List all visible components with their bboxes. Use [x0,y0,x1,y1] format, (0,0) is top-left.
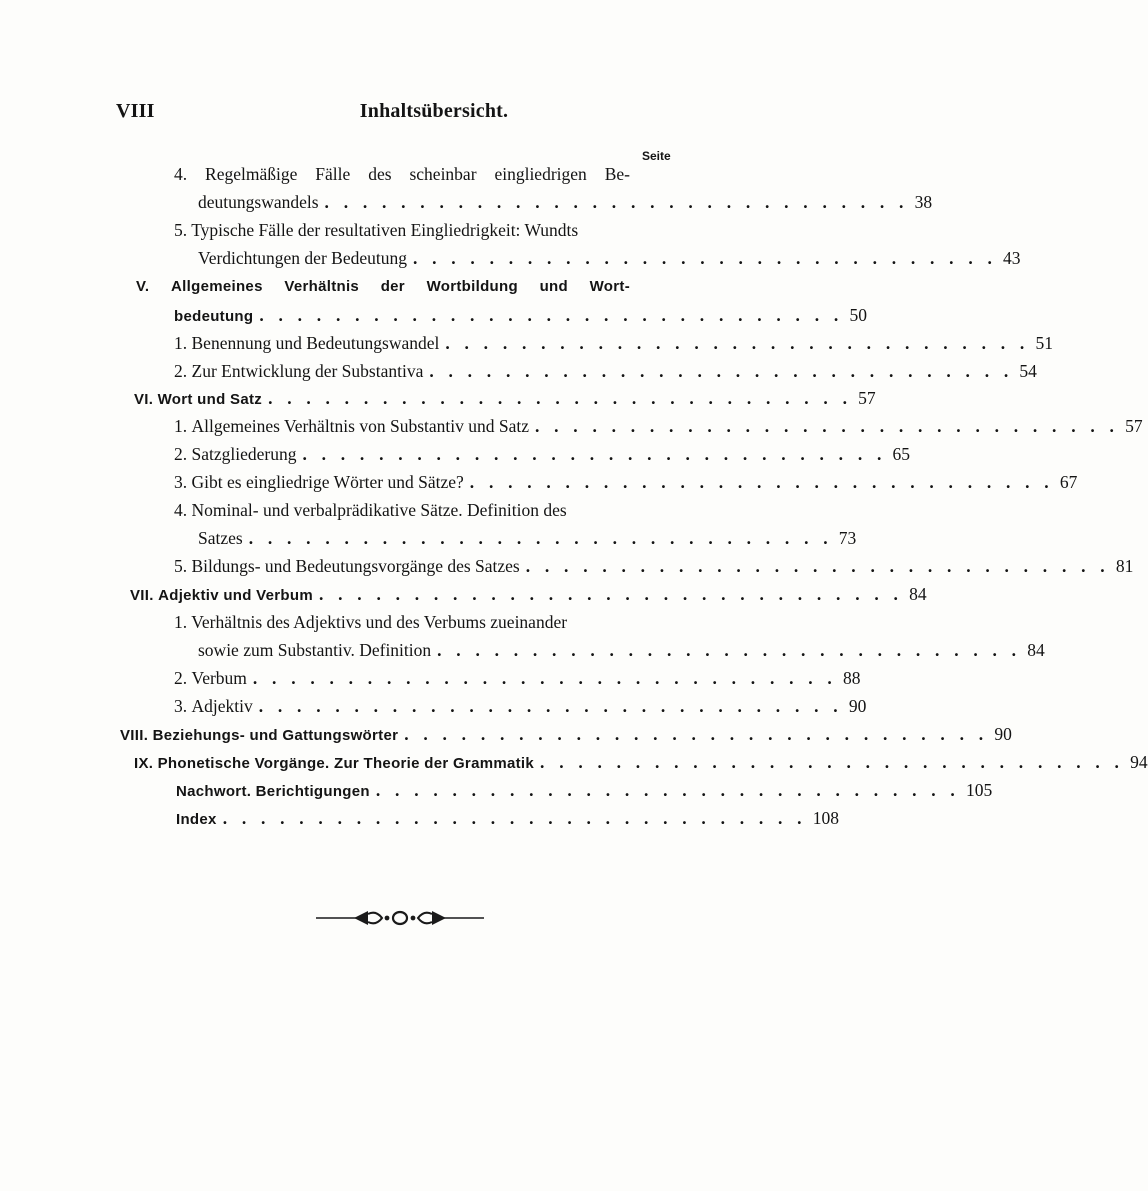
entry-word: Fälle [315,164,351,184]
dot-leader: . . . . . . . . . . . . . . . . . . . . . . . . . . . . . . . [535,416,1120,436]
entry-page: 67 [1059,472,1078,492]
seite-label: Seite [642,149,671,163]
entry-page: 84 [909,584,927,604]
dot-leader: . . . . . . . . . . . . . . . . . . . . . . . . . . . . . . . [259,305,844,325]
dot-leader: . . . . . . . . . . . . . . . . . . . . . . . . . . . . . . . [437,640,1022,660]
chapter-title: Phonetische Vorgänge. Zur Theorie der Grammatik [157,755,535,772]
toc-chapter-IX [134,748,1148,776]
entry-number: 2. [174,361,188,381]
entry-page: 50 [849,305,867,325]
toc-entry-4-line1 [174,160,630,188]
toc-chapter-V-line2 [174,301,867,329]
chapter-title: Beziehungs- und Gattungswörter [152,727,399,744]
toc-entry-nachwort [176,776,993,804]
toc-entry-VII-3 [174,692,867,720]
entry-title: Zur Entwicklung der Substantiva [191,361,424,381]
entry-title: Adjektiv [191,696,253,716]
dot-leader: . . . . . . . . . . . . . . . . . . . . . . . . . . . . . . . [248,528,833,548]
toc-entry-V-1 [174,329,1053,357]
dot-leader: . . . . . . . . . . . . . . . . . . . . . . . . . . . . . . . [252,668,837,688]
entry-title: Bildungs- und Bedeutungsvorgänge des Satzes [191,556,520,576]
entry-title: Benennung und Bedeutungswandel [191,333,440,353]
entry-title: Gibt es eingliedrige Wörter und Sätze? [191,472,464,492]
entry-title: Index [176,811,217,828]
dot-leader: . . . . . . . . . . . . . . . . . . . . . . . . . . . . . . . [375,780,960,800]
chapter-word: und [539,278,568,295]
entry-title: sowie zum Substantiv. Definition [198,640,432,660]
dot-leader: . . . . . . . . . . . . . . . . . . . . . . . . . . . . . . . [319,584,904,604]
chapter-word: Wort- [589,278,630,295]
ornament-divider-icon [316,906,484,930]
toc-entry-VI-5 [174,552,1134,580]
entry-page: 43 [1003,248,1021,268]
chapter-number: IX. [134,755,154,772]
chapter-title: bedeutung [174,308,254,325]
dot-leader: . . . . . . . . . . . . . . . . . . . . . . . . . . . . . . . [412,248,998,268]
entry-page: 54 [1019,361,1037,381]
dot-leader: . . . . . . . . . . . . . . . . . . . . . . . . . . . . . . . [540,752,1125,772]
chapter-number: VII. [130,587,154,604]
dot-leader: . . . . . . . . . . . . . . . . . . . . . . . . . . . . . . . [525,556,1110,576]
entry-page: 51 [1035,333,1053,353]
entry-word: scheinbar [409,164,477,184]
entry-page: 81 [1115,556,1134,576]
toc-chapter-V-line1 [136,273,630,301]
entry-page: 90 [994,724,1012,744]
entry-title: deutungswandels [198,192,319,212]
entry-page: 84 [1027,640,1045,660]
entry-title: Nachwort. Berichtigungen [176,783,370,800]
toc-entry-VII-1-line2 [198,636,1045,664]
entry-title: Verbum [191,668,247,688]
page-numeral: VIII [116,100,155,122]
entry-number: 1. [174,612,188,632]
entry-number: 1. [174,416,188,436]
entry-word: des [368,164,392,184]
entry-title: Nominal- und verbalprädikative Sätze. Definition des [191,500,567,520]
entry-page: 90 [848,696,867,716]
entry-page: 65 [892,444,911,464]
toc-entry-4-line2 [198,188,933,216]
dot-leader: . . . . . . . . . . . . . . . . . . . . . . . . . . . . . . . [429,361,1014,381]
entry-title: Verhältnis des Adjektivs und des Verbums zueinander [191,612,568,632]
entry-word: eingliedrigen [494,164,587,184]
entry-page: 108 [812,808,840,828]
toc-entry-V-2 [174,357,1037,385]
entry-number: 1. [174,333,188,353]
chapter-title: Wort und Satz [157,391,263,408]
toc-entry-5-line2 [198,244,1021,272]
toc-entry-5-line1 [174,216,578,244]
toc-entry-VI-4-line2 [198,524,857,552]
entry-title: Verdichtungen der Bedeutung [198,248,407,268]
dot-leader: . . . . . . . . . . . . . . . . . . . . . . . . . . . . . . . [268,388,853,408]
dot-leader: . . . . . . . . . . . . . . . . . . . . . . . . . . . . . . . [404,724,989,744]
dot-leader: . . . . . . . . . . . . . . . . . . . . . . . . . . . . . . . [222,808,807,828]
entry-title: Allgemeines Verhältnis von Substantiv und Satz [191,416,529,436]
entry-title: Typische Fälle der resultativen Eingliedrigkeit: Wundts [191,220,579,240]
entry-word: Regelmäßige [205,164,298,184]
chapter-word: der [380,278,405,295]
entry-page: 88 [842,668,861,688]
chapter-word: Wortbildung [426,278,518,295]
page-title: Inhaltsübersicht. [359,100,509,122]
toc-entry-VI-2 [174,440,911,468]
toc-entry-VII-1-line1 [174,608,567,636]
entry-page: 57 [1125,416,1143,436]
dot-leader: . . . . . . . . . . . . . . . . . . . . . . . . . . . . . . . [302,444,887,464]
chapter-number: VI. [134,391,154,408]
entry-number: 4. [174,500,188,520]
dot-leader: . . . . . . . . . . . . . . . . . . . . . . . . . . . . . . . [324,192,909,212]
dot-leader: . . . . . . . . . . . . . . . . . . . . . . . . . . . . . . . [445,333,1030,353]
toc-chapter-VII [130,580,927,608]
chapter-word: Verhältnis [284,278,360,295]
chapter-word: Allgemeines [171,278,263,295]
entry-page: 57 [858,388,876,408]
entry-title: Satzgliederung [191,444,297,464]
entry-number: 2. [174,668,188,688]
dot-leader: . . . . . . . . . . . . . . . . . . . . . . . . . . . . . . . [469,472,1054,492]
toc-chapter-VI [134,384,876,412]
toc-entry-VI-1 [174,412,1143,440]
entry-number: 3. [174,472,188,492]
toc-entry-VI-4-line1 [174,496,567,524]
chapter-number: VIII. [120,727,149,744]
entry-page: 94 [1130,752,1148,772]
toc-entry-index [176,804,840,832]
entry-page: 73 [838,528,857,548]
entry-number: 4. [174,164,188,184]
entry-number: 5. [174,220,188,240]
chapter-title: Adjektiv und Verbum [158,587,313,604]
entry-page: 105 [965,780,993,800]
entry-title: Satzes [198,528,243,548]
entry-page: 38 [914,192,933,212]
dot-leader: . . . . . . . . . . . . . . . . . . . . . . . . . . . . . . . [258,696,843,716]
entry-number: 5. [174,556,188,576]
toc-chapter-VIII [120,720,1012,748]
entry-number: 2. [174,444,188,464]
toc-entry-VI-3 [174,468,1078,496]
toc-entry-VII-2 [174,664,861,692]
entry-word: Be- [604,164,630,184]
entry-number: 3. [174,696,188,716]
chapter-number: V. [136,278,150,295]
